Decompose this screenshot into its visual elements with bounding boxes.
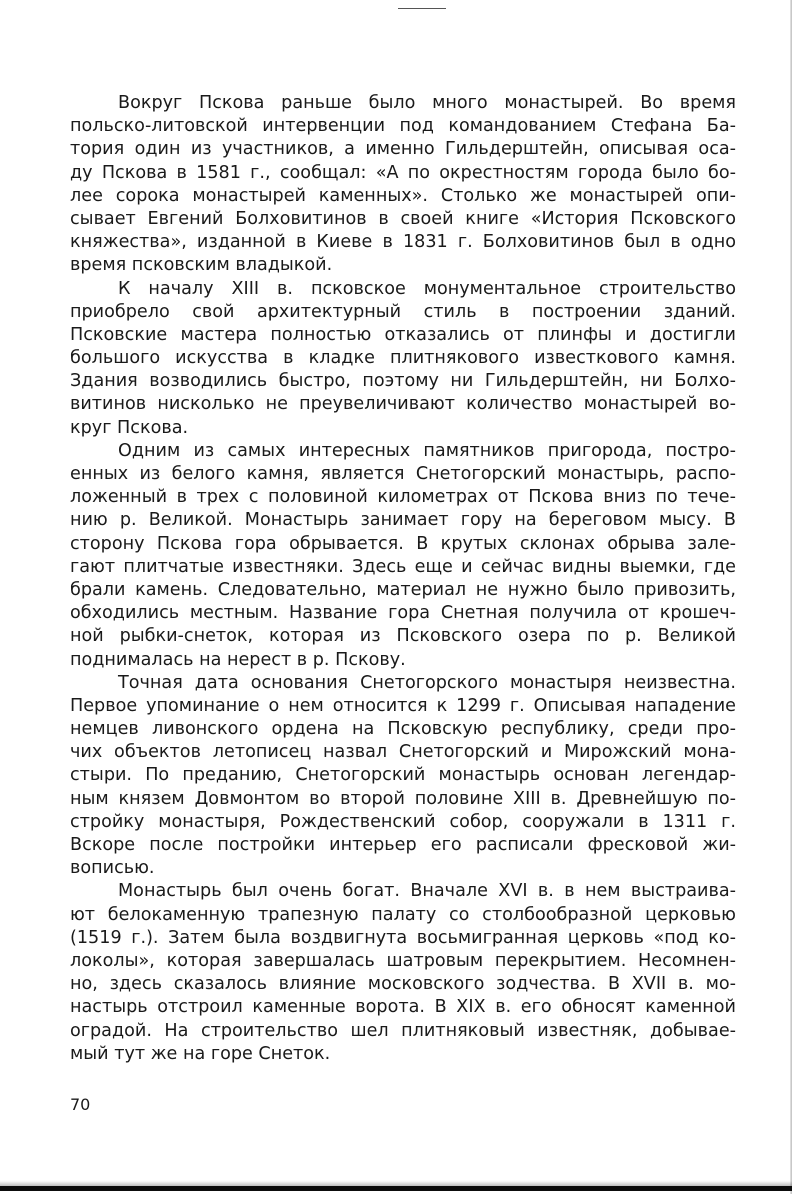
text-line: нию р. Великой. Монастырь занимает гору на береговом мысу. В xyxy=(70,510,736,531)
text-line: (1519 г.). Затем была воздвигнута восьмигранная церковь «под ко- xyxy=(70,927,736,948)
text-line: Первое упоминание о нем относится к 1299 г. Описывая нападение xyxy=(70,695,736,716)
text-line: польско-литовской интервенции под командованием Стефана Ба- xyxy=(70,116,736,137)
text-line: оградой. На строительство шел плитняковый известняк, добывае- xyxy=(70,1020,736,1041)
text-line: стыри. По преданию, Снетогорский монастырь основан легендар- xyxy=(70,765,736,786)
top-rule xyxy=(398,8,446,9)
body-text xyxy=(70,92,736,1066)
text-line: обходились местным. Название гора Снетная получила от крошеч- xyxy=(70,603,736,624)
text-line: княжества», изданной в Киеве в 1831 г. Болховитинов был в одно xyxy=(70,232,736,253)
text-line: Одним из самых интересных памятников пригорода, постро- xyxy=(118,440,736,461)
text-line: локолы», которая завершалась шатровым перекрытием. Несомнен- xyxy=(70,950,736,971)
bottom-edge xyxy=(0,1186,792,1191)
text-line: чих объектов летописец назвал Снетогорский и Мирожский мона- xyxy=(70,742,736,763)
text-line: время псковским владыкой. xyxy=(70,255,333,276)
text-line: ду Пскова в 1581 г., сообщал: «А по окрестностям города было бо- xyxy=(70,162,736,183)
text-line: ным князем Довмонтом во второй половине XIII в. Древнейшую по- xyxy=(70,788,736,809)
text-line: мый тут же на горе Снеток. xyxy=(70,1043,331,1064)
text-line: Вокруг Пскова раньше было много монастырей. Во время xyxy=(118,93,736,113)
text-line: круг Пскова. xyxy=(70,417,189,438)
text-line: Здания возводились быстро, поэтому ни Гильдерштейн, ни Болхо- xyxy=(70,371,736,392)
text-line: брали камень. Следовательно, материал не нужно было привозить, xyxy=(70,579,736,600)
text-line: большого искусства в кладке плитнякового известкового камня. xyxy=(70,348,736,369)
text-line: приобрело свой архитектурный стиль в построении зданий. xyxy=(70,301,736,322)
text-line: Псковские мастера полностью отказались от плинфы и достигли xyxy=(70,324,736,345)
text-line: сторону Пскова гора обрывается. В крутых склонах обрыва зале- xyxy=(70,533,736,554)
text-line: стройку монастыря, Рождественский собор, сооружали в 1311 г. xyxy=(70,811,736,832)
text-line: Вскоре после постройки интерьер его расписали фресковой жи- xyxy=(70,835,736,855)
text-line: ной рыбки-снеток, которая из Псковского озера по р. Великой xyxy=(70,626,736,647)
text-line: витинов нисколько не преувеличивают количество монастырей во- xyxy=(70,394,736,415)
text-line: немцев ливонского ордена на Псковскую республику, среди про- xyxy=(70,719,736,740)
text-line: Точная дата основания Снетогорского монастыря неизвестна. xyxy=(118,672,736,693)
text-line: енных из белого камня, является Снетогорский монастырь, распо- xyxy=(70,464,736,484)
text-line: вописью. xyxy=(70,858,155,879)
text-line: настырь отстроил каменные ворота. В XIX в. его обносят каменной xyxy=(70,997,736,1018)
text-line: но, здесь сказалось влияние московского зодчества. В XVII в. мо- xyxy=(70,974,736,995)
page-number: 70 xyxy=(70,1095,91,1114)
text-line: лее сорока монастырей каменных». Столько же монастырей опи- xyxy=(70,185,736,206)
text-line: Монастырь был очень богат. Вначале XVI в. в нем выстраива- xyxy=(118,881,736,902)
text-line: К началу XIII в. псковское монументальное строительство xyxy=(118,278,736,299)
text-line: гают плитчатые известняки. Здесь еще и сейчас видны выемки, где xyxy=(70,556,736,577)
text-line: тория один из участников, а именно Гильдерштейн, описывая оса- xyxy=(70,139,736,160)
text-line: сывает Евгений Болховитинов в своей книге «История Псковского xyxy=(70,208,736,229)
text-line: поднималась на нерест в р. Пскову. xyxy=(70,649,406,670)
text-line: ют белокаменную трапезную палату со столбообразной церковью xyxy=(70,904,736,925)
text-line: ложенный в трех с половиной километрах от Пскова вниз по тече- xyxy=(70,487,736,508)
